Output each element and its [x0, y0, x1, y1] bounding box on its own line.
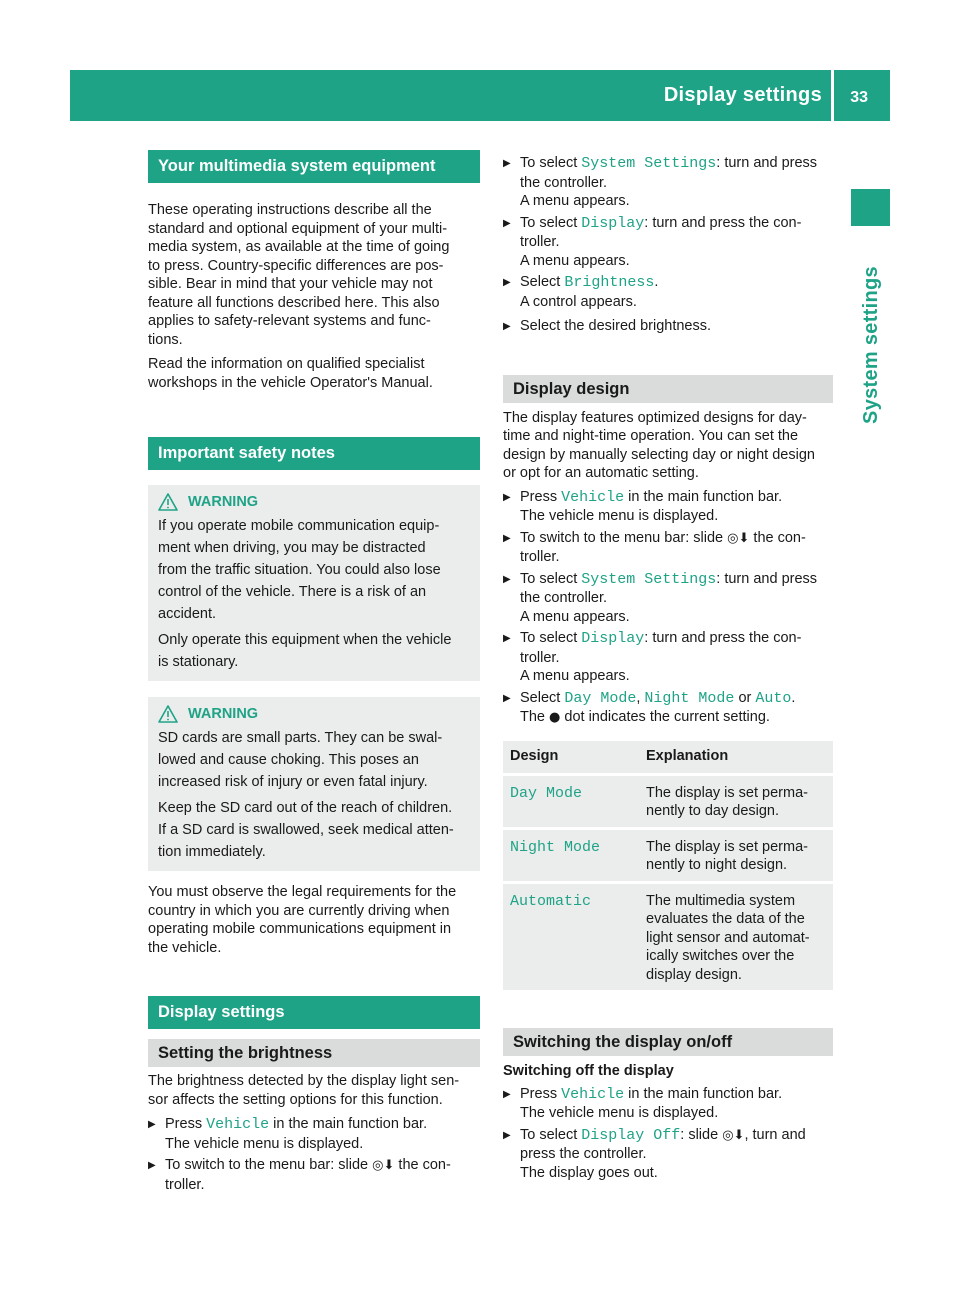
text-line: sible. Bear in mind that your vehicle may not [148, 276, 433, 292]
step-result: A menu appears. [520, 252, 630, 269]
text-line: Keep the SD card out of the reach of children. [158, 800, 453, 816]
step-text: To switch to the menu bar: slide [165, 1157, 373, 1173]
design-mode-label: Day Mode [510, 784, 583, 802]
step-text: press the controller. [520, 1146, 647, 1162]
menu-item-label: Display [581, 214, 645, 232]
section-heading-safety: Important safety notes [148, 437, 480, 470]
text-line: operating mobile communications equipment in [148, 921, 452, 937]
step-arrow-icon: ▶ [503, 532, 511, 544]
step-result: A control appears. [520, 293, 637, 310]
step-text: . [654, 274, 659, 290]
text-line: is stationary. [158, 654, 239, 670]
warning-box-sd-card [148, 697, 480, 871]
instruction-step [503, 154, 835, 211]
instruction-step [503, 1126, 835, 1183]
text-line: to press. Country-specific differences are pos- [148, 257, 444, 274]
text-line: applies to safety-relevant systems and func- [148, 313, 431, 329]
subsection-heading-brightness: Setting the brightness [148, 1039, 480, 1067]
menu-item-label: Display [581, 630, 645, 647]
warning-title: WARNING [188, 706, 259, 722]
table-cell [503, 776, 639, 827]
step-text: : slide [680, 1126, 723, 1143]
step-text: Select [520, 274, 565, 290]
instruction-step [503, 273, 835, 311]
instruction-step [148, 1115, 480, 1153]
step-text: Press [520, 1085, 562, 1102]
instruction-step [503, 629, 835, 686]
step-arrow-icon: ▶ [503, 1129, 511, 1141]
step-text: To select [520, 214, 582, 231]
step-result: A menu appears. [520, 608, 630, 625]
text-line: the vehicle. [148, 939, 222, 956]
step-text: . [791, 689, 796, 706]
paragraph-legal [148, 883, 480, 957]
menu-item-label: System Settings [581, 570, 717, 588]
warning-box-distraction [148, 485, 480, 681]
step-text: Select the desired brightness. [520, 318, 712, 334]
controller-slide-icon: ◎⬇ [722, 1127, 745, 1143]
table-row [503, 776, 833, 827]
step-text: in the main function bar. [624, 1085, 783, 1102]
text-line: light sensor and automat- [646, 929, 810, 946]
left-column [148, 150, 480, 1194]
text-line: tions. [148, 331, 183, 348]
side-tab-marker [851, 189, 890, 226]
step-text: , [636, 689, 645, 706]
instruction-step [503, 689, 835, 728]
subheading-switching-off: Switching off the display [503, 1063, 674, 1079]
text-line: design by manually selecting day or night design [503, 446, 815, 463]
step-text: troller. [520, 649, 560, 666]
instruction-step [503, 529, 835, 567]
design-table [503, 738, 833, 994]
paragraph-brightness-intro [148, 1072, 480, 1109]
side-tab-label: System settings [859, 266, 882, 424]
step-arrow-icon: ▶ [503, 321, 511, 332]
step-text: Press [520, 488, 562, 505]
text-line: sor affects the setting options for this function. [148, 1091, 443, 1108]
table-row [503, 884, 833, 991]
text-line: tion immediately. [158, 844, 266, 860]
menu-item-label: Day Mode [564, 689, 637, 707]
right-column [503, 154, 835, 1182]
step-text: To select [520, 630, 582, 646]
text-line: display design. [646, 966, 742, 983]
text-line: These operating instructions describe all the [148, 202, 432, 218]
page-header-bar [70, 70, 890, 121]
warning-header [158, 491, 470, 513]
step-result: A menu appears. [520, 193, 630, 209]
text-line: accident. [158, 606, 217, 622]
paragraph-multimedia [148, 201, 480, 349]
step-text: troller. [520, 549, 560, 565]
table-header-cell: Explanation [639, 741, 833, 773]
step-result: A menu appears. [520, 668, 630, 684]
menu-item-label: Display Off [581, 1126, 681, 1144]
controller-slide-icon: ◎⬇ [372, 1158, 395, 1173]
step-text: To select [520, 155, 582, 171]
step-text: or [734, 689, 756, 706]
text-line: increased risk of injury or even fatal injury. [158, 774, 428, 790]
step-text: To switch to the menu bar: slide [520, 529, 728, 546]
text-line: The multimedia system [646, 892, 796, 909]
menu-item-label: System Settings [581, 155, 717, 172]
text-line: nently to night design. [646, 857, 788, 873]
text-line: nently to day design. [646, 803, 780, 819]
step-result: The display goes out. [520, 1164, 658, 1181]
header-title: Display settings [663, 84, 822, 106]
step-arrow-icon: ▶ [503, 633, 511, 644]
step-arrow-icon: ▶ [503, 158, 511, 169]
step-arrow-icon: ▶ [148, 1119, 156, 1130]
step-text: the con- [749, 529, 806, 546]
step-text: : turn and press the con- [644, 630, 802, 646]
step-text: To select [520, 1126, 582, 1143]
text-line: ment when driving, you may be distracted [158, 540, 426, 556]
text-line: Read the information on qualified specialist [148, 356, 425, 372]
text-line: SD cards are small parts. They can be swal- [158, 730, 443, 746]
step-text: in the main function bar. [624, 488, 783, 505]
text-line: control of the vehicle. There is a risk of an [158, 584, 427, 600]
section-heading-multimedia: Your multimedia system equipment [148, 150, 480, 183]
step-text: the con- [394, 1157, 451, 1173]
paragraph-design-intro [503, 409, 835, 483]
text-line: If you operate mobile communication equip- [158, 518, 440, 534]
menu-item-label: Vehicle [561, 1085, 625, 1103]
instruction-step [503, 570, 835, 627]
text-line: from the traffic situation. You could also lose [158, 562, 441, 578]
text-line: The brightness detected by the display light sen- [148, 1073, 460, 1089]
text-line: media system, as available at the time of going [148, 239, 450, 255]
warning-title: WARNING [188, 494, 259, 510]
warning-triangle-icon [158, 493, 178, 511]
text-line: time and night-time operation. You can set the [503, 428, 799, 444]
step-text: : turn and press [716, 155, 818, 171]
instruction-step [148, 1156, 480, 1194]
selection-dot-icon: ● [549, 710, 561, 725]
text-line: The display is set perma- [646, 838, 808, 855]
warning-header [158, 703, 470, 725]
menu-item-label: Brightness [564, 274, 655, 291]
menu-item-label: Vehicle [206, 1116, 270, 1133]
step-text: Press [165, 1116, 207, 1132]
step-text: Select [520, 689, 565, 706]
text-line: or opt for an automatic setting. [503, 465, 699, 481]
step-text: The [520, 709, 550, 725]
instruction-step [503, 214, 835, 271]
table-cell [639, 830, 833, 881]
text-line: feature all functions described here. This also [148, 294, 440, 311]
text-line: evaluates the data of the [646, 911, 805, 927]
step-arrow-icon: ▶ [503, 277, 511, 288]
warning-triangle-icon [158, 705, 178, 723]
step-text: dot indicates the current setting. [560, 709, 770, 725]
table-cell [503, 830, 639, 881]
step-arrow-icon: ▶ [503, 217, 511, 229]
text-line: Only operate this equipment when the vehicle [158, 632, 452, 648]
text-line: You must observe the legal requirements for the [148, 884, 457, 900]
step-text: troller. [520, 234, 560, 250]
step-text: To select [520, 570, 582, 587]
step-arrow-icon: ▶ [503, 573, 511, 585]
instruction-step [503, 317, 835, 337]
design-mode-label: Automatic [510, 892, 592, 910]
step-text: in the main function bar. [269, 1116, 428, 1132]
step-arrow-icon: ▶ [503, 1088, 511, 1100]
section-heading-display-settings: Display settings [148, 996, 480, 1029]
menu-item-label: Vehicle [561, 488, 625, 506]
text-line: country in which you are currently driving when [148, 902, 450, 919]
text-line: The display features optimized designs for day- [503, 409, 807, 426]
menu-item-label: Night Mode [644, 689, 735, 707]
text-line: If a SD card is swallowed, seek medical atten- [158, 822, 454, 838]
table-cell [639, 776, 833, 827]
menu-item-label: Auto [755, 689, 792, 707]
design-mode-label: Night Mode [510, 838, 601, 856]
step-text: : turn and press [716, 570, 818, 587]
instruction-step [503, 1085, 835, 1123]
text-line: standard and optional equipment of your multi- [148, 220, 448, 237]
step-arrow-icon: ▶ [503, 692, 511, 704]
text-line: workshops in the vehicle Operator's Manual. [148, 374, 433, 391]
section-heading-display-on-off: Switching the display on/off [503, 1028, 833, 1056]
step-text: troller. [165, 1176, 205, 1193]
text-line: The display is set perma- [646, 784, 808, 801]
instruction-step [503, 488, 835, 526]
step-result: The vehicle menu is displayed. [165, 1135, 364, 1152]
step-text: the controller. [520, 590, 608, 606]
table-header-cell: Design [503, 741, 639, 773]
section-heading-display-design: Display design [503, 375, 833, 403]
table-header-row [503, 741, 833, 773]
step-text: : turn and press the con- [644, 214, 802, 231]
step-text: , turn and [744, 1126, 806, 1143]
page-number: 33 [850, 89, 868, 106]
header-divider [831, 70, 834, 121]
step-arrow-icon: ▶ [503, 491, 511, 503]
table-cell [503, 884, 639, 991]
table-row [503, 830, 833, 881]
step-text: the controller. [520, 174, 608, 191]
controller-slide-icon: ◎⬇ [727, 530, 750, 546]
text-line: lowed and cause choking. This poses an [158, 752, 419, 768]
step-result: The vehicle menu is displayed. [520, 1105, 719, 1121]
step-result: The vehicle menu is displayed. [520, 508, 719, 524]
text-line: ically switches over the [646, 948, 795, 964]
paragraph-specialist [148, 355, 480, 392]
step-arrow-icon: ▶ [148, 1160, 156, 1171]
table-cell [639, 884, 833, 991]
